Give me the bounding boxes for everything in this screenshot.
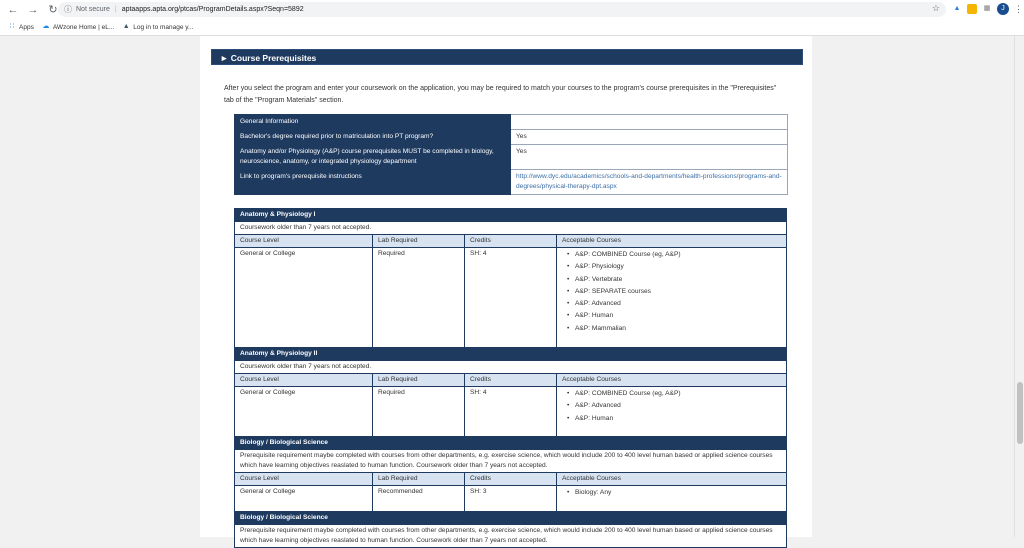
table-row (235, 248, 787, 348)
list-item: • A&P: COMBINED Course (eg, A&P) (562, 249, 781, 261)
cloud-icon: ☁ (42, 23, 50, 30)
back-arrow-icon[interactable]: ← (7, 3, 19, 16)
url-text[interactable]: aptaapps.apta.org/ptcas/ProgramDetails.aspx?Seqn=5892 (121, 6, 304, 13)
anp-department-value: Yes (511, 145, 788, 170)
credits-cell: SH: 4 (465, 248, 557, 348)
scrollbar-thumb[interactable] (1017, 382, 1023, 444)
lab-required-cell: Recommended (373, 486, 465, 512)
prereq-title: Biology / Biological Science (235, 437, 787, 450)
list-item: • A&P: Advanced (562, 298, 781, 310)
col-course-level: Course Level (235, 235, 373, 248)
info-circle-icon[interactable]: ⓘ (64, 5, 72, 14)
mountain-icon: ▲ (122, 23, 130, 30)
reload-icon[interactable]: ↻ (48, 3, 58, 16)
profile-avatar[interactable]: J (997, 3, 1009, 15)
credits-cell: SH: 4 (465, 387, 557, 437)
col-acceptable-courses: Acceptable Courses (557, 473, 787, 486)
course-level-cell: General or College (235, 486, 373, 512)
more-menu-icon[interactable]: ⋮ (1014, 3, 1023, 14)
browser-chrome (0, 0, 1024, 36)
prereq-note: Coursework older than 7 years not accepted. (235, 361, 787, 374)
prerequisites-intro: After you select the program and enter your coursework on the application, you may be required to match your courses to the program's course prerequisites in the "Prerequisites" tab of the "Program Materials" section. (224, 85, 777, 104)
table-row (235, 387, 787, 437)
col-course-level: Course Level (235, 374, 373, 387)
acceptable-courses-cell (557, 387, 787, 437)
anp-department-label: Anatomy and/or Physiology (A&P) course prerequisites MUST be completed in biology, neuroscience, anatomy, or integrated physiology department (235, 145, 511, 170)
acceptable-courses-cell (557, 486, 787, 512)
lab-required-cell: Required (373, 248, 465, 348)
col-credits: Credits (465, 473, 557, 486)
list-item: • A&P: Advanced (562, 400, 781, 412)
bookmark-apps[interactable] (8, 23, 34, 31)
page-scrollbar[interactable] (1014, 36, 1024, 537)
instructions-link-label: Link to program's prerequisite instructions (235, 170, 511, 195)
prereq-title: Anatomy & Physiology I (235, 209, 787, 222)
list-item: • A&P: COMBINED Course (eg, A&P) (562, 388, 781, 400)
bookmark-star-icon[interactable]: ☆ (931, 3, 940, 13)
bookmark-label: Log in to manage y... (133, 23, 194, 31)
bookmark-login[interactable] (122, 23, 193, 31)
bachelor-degree-value: Yes (511, 130, 788, 145)
instructions-link[interactable]: http://www.dyc.edu/academics/schools-and-departments/health-professions/programs-and-degrees/physical-therapy-dpt.aspx (516, 173, 782, 190)
prereq-title: Anatomy & Physiology II (235, 348, 787, 361)
address-bar[interactable] (58, 2, 946, 17)
list-item: • A&P: SEPARATE courses (562, 286, 781, 298)
grid-extension-icon[interactable]: ▦ (983, 5, 991, 12)
acceptable-courses-cell (557, 248, 787, 348)
col-lab-required: Lab Required (373, 374, 465, 387)
url-separator: | (114, 6, 117, 13)
prereq-note: Prerequisite requirement maybe completed with courses from other departments, e.g. exercise science, which would include 200 to 400 level human based or applied science courses which have learning objectives reaslated to human function. Coursework older than 7 years not accepted. (235, 450, 787, 473)
col-course-level: Course Level (235, 473, 373, 486)
prereq-title: Biology / Biological Science (235, 512, 787, 525)
apps-grid-icon: ∷ (9, 23, 15, 30)
col-lab-required: Lab Required (373, 473, 465, 486)
col-lab-required: Lab Required (373, 235, 465, 248)
browser-toolbar (0, 0, 1024, 19)
list-item: • A&P: Mammalian (562, 323, 781, 335)
col-credits: Credits (465, 374, 557, 387)
col-credits: Credits (465, 235, 557, 248)
program-details-page (200, 36, 812, 544)
prerequisites-table (234, 208, 787, 548)
list-item: • A&P: Physiology (562, 261, 781, 273)
lab-required-cell: Required (373, 387, 465, 437)
list-item: • A&P: Vertebrate (562, 274, 781, 286)
credits-cell: SH: 3 (465, 486, 557, 512)
bookmark-awzone[interactable] (42, 23, 114, 31)
bachelor-degree-label: Bachelor's degree required prior to matriculation into PT program? (235, 130, 511, 145)
list-item: • Biology: Any (562, 487, 781, 499)
general-information-title: General Information (235, 115, 511, 130)
prereq-note: Coursework older than 7 years not accepted. (235, 222, 787, 235)
general-information-table (234, 114, 788, 195)
not-secure-label: Not secure (76, 6, 110, 13)
forward-arrow-icon[interactable]: → (27, 3, 39, 16)
list-item: • A&P: Human (562, 413, 781, 425)
list-item: • A&P: Human (562, 310, 781, 322)
prereq-note: Prerequisite requirement maybe completed with courses from other departments, e.g. exercise science, which would include 200 to 400 level human based or applied science courses which have learning objectives reaslated to human function. Coursework older than 7 years not accepted. (235, 525, 787, 548)
bookmark-label: Apps (19, 23, 34, 31)
shield-extension-icon[interactable]: ▲ (953, 5, 961, 12)
extensions-area (952, 3, 1023, 15)
note-extension-icon[interactable] (967, 4, 977, 14)
bookmark-label: AWzone Home | eL... (52, 23, 115, 31)
col-acceptable-courses: Acceptable Courses (557, 235, 787, 248)
col-acceptable-courses: Acceptable Courses (557, 374, 787, 387)
course-level-cell: General or College (235, 387, 373, 437)
table-row (235, 486, 787, 512)
bookmarks-bar (0, 19, 1024, 35)
course-level-cell: General or College (235, 248, 373, 348)
course-prerequisites-header[interactable]: ► Course Prerequisites (211, 49, 803, 65)
